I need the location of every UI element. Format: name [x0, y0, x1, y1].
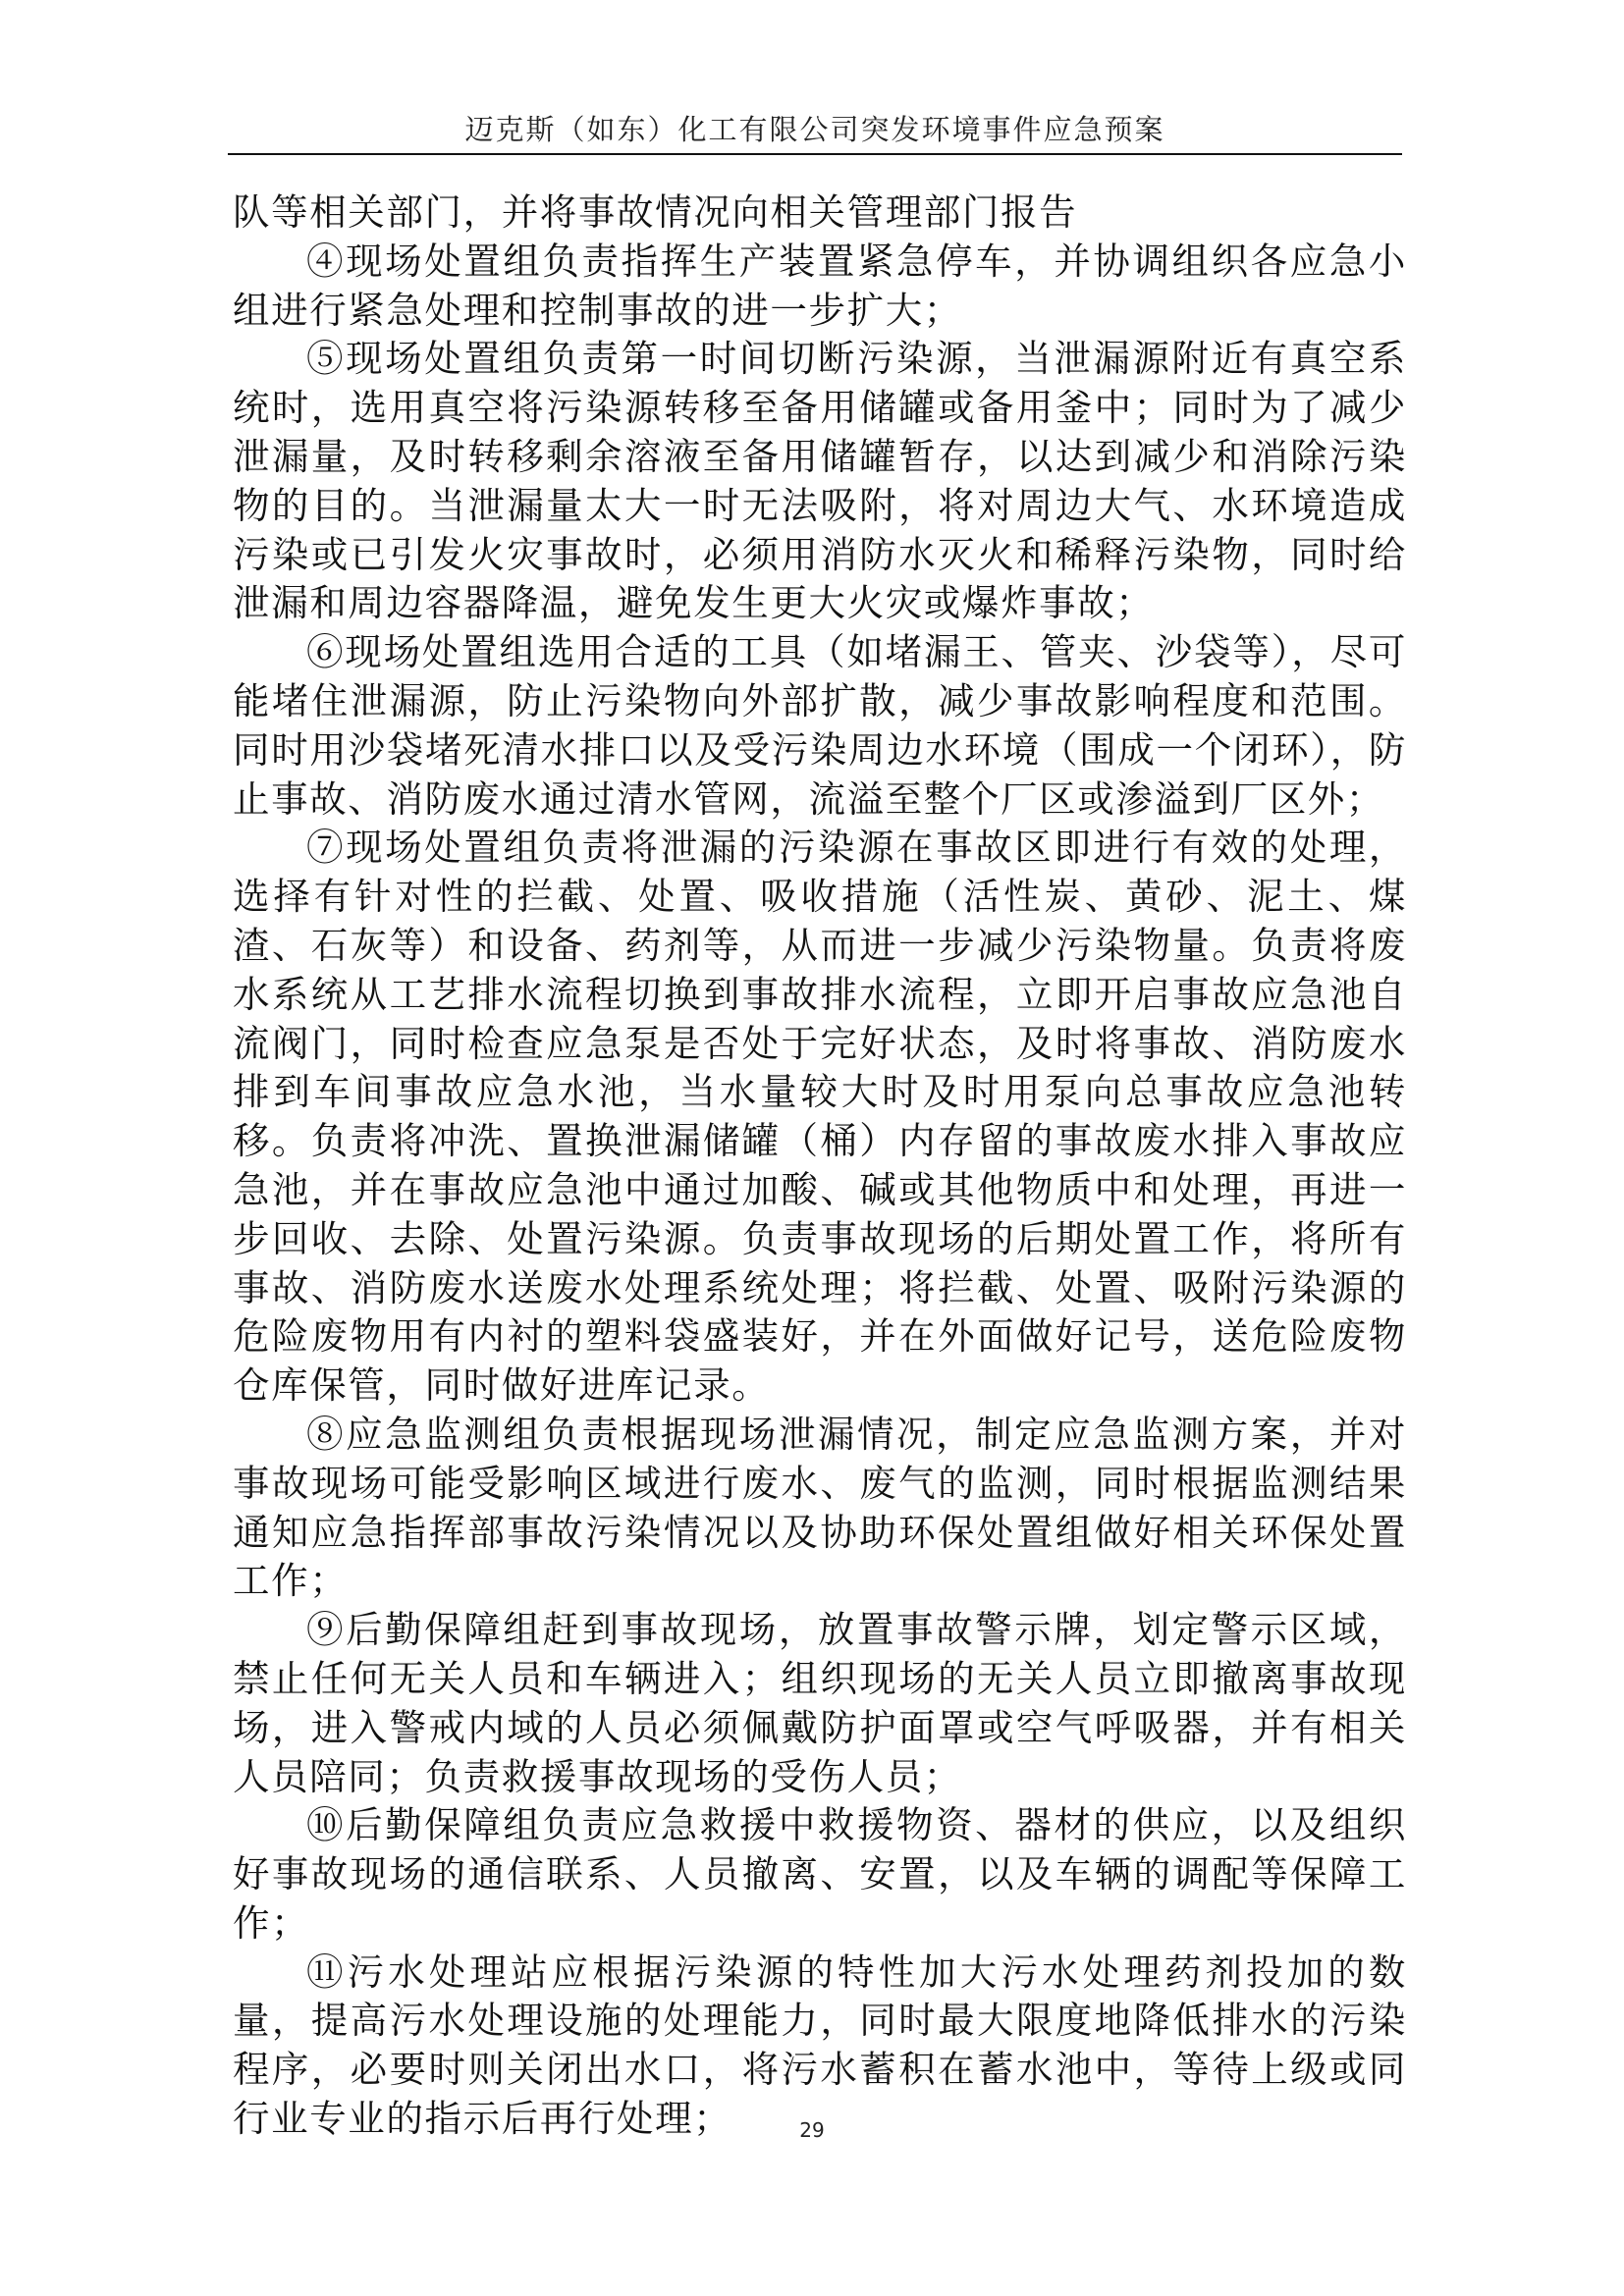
paragraph-item-8: ⑧应急监测组负责根据现场泄漏情况，制定应急监测方案，并对事故现场可能受影响区域进行废水、废气的监测，同时根据监测结果通知应急指挥部事故污染情况以及协助环保处置组做好相关环保处置工作；	[233, 1412, 1407, 1603]
document-title: 迈克斯（如东）化工有限公司突发环境事件应急预案	[464, 113, 1165, 146]
paragraph-item-9: ⑨后勤保障组赶到事故现场，放置事故警示牌，划定警示区域，禁止任何无关人员和车辆进入；组织现场的无关人员立即撤离事故现场，进入警戒内域的人员必须佩戴防护面罩或空气呼吸器，并有相关人员陪同；负责救援事故现场的受伤人员；	[233, 1608, 1407, 1798]
paragraph-continuation: 队等相关部门，并将事故情况向相关管理部门报告	[233, 190, 1078, 234]
paragraph-item-10: ⑩后勤保障组负责应急救援中救援物资、器材的供应，以及组织好事故现场的通信联系、人员撤离、安置，以及车辆的调配等保障工作；	[233, 1803, 1407, 1945]
paragraph-item-5: ⑤现场处置组负责第一时间切断污染源，当泄漏源附近有真空系统时，选用真空将污染源转移至备用储罐或备用釜中；同时为了减少泄漏量，及时转移剩余溶液至备用储罐暂存，以达到减少和消除污染物的目的。当泄漏量太大一时无法吸附，将对周边大气、水环境造成污染或已引发火灾事故时，必须用消防水灭火和稀释污染物，同时给泄漏和周边容器降温，避免发生更大火灾或爆炸事故；	[233, 337, 1407, 625]
paragraph-item-7: ⑦现场处置组负责将泄漏的污染源在事故区即进行有效的处理，选择有针对性的拦截、处置、吸收措施（活性炭、黄砂、泥土、煤渣、石灰等）和设备、药剂等，从而进一步减少污染物量。负责将废水系统从工艺排水流程切换到事故排水流程，立即开启事故应急池自流阀门，同时检查应急泵是否处于完好状态，及时将事故、消防废水排到车间事故应急水池，当水量较大时及时用泵向总事故应急池转移。负责将冲洗、置换泄漏储罐（桶）内存留的事故废水排入事故应急池，并在事故应急池中通过加酸、碱或其他物质中和处理，再进一步回收、去除、处置污染源。负责事故现场的后期处置工作，将所有事故、消防废水送废水处理系统处理；将拦截、处置、吸附污染源的危险废物用有内衬的塑料袋盛装好，并在外面做好记号，送危险废物仓库保管，同时做好进库记录。	[233, 826, 1407, 1408]
document-body	[233, 188, 1407, 2144]
paragraph-item-4: ④现场处置组负责指挥生产装置紧急停车，并协调组织各应急小组进行紧急处理和控制事故的进一步扩大；	[233, 239, 1407, 332]
paragraph-item-6: ⑥现场处置组选用合适的工具（如堵漏王、管夹、沙袋等），尽可能堵住泄漏源，防止污染物向外部扩散，减少事故影响程度和范围。同时用沙袋堵死清水排口以及受污染周边水环境（围成一个闭环），防止事故、消防废水通过清水管网，流溢至整个厂区或渗溢到厂区外；	[233, 630, 1407, 821]
page-header	[228, 114, 1402, 155]
page-number: 29	[799, 2118, 825, 2142]
paragraph-item-11: ⑪污水处理站应根据污染源的特性加大污水处理药剂投加的数量，提高污水处理设施的处理能力，同时最大限度地降低排水的污染程序，必要时则关闭出水口，将污水蓄积在蓄水池中，等待上级或同行业专业的指示后再行处理；	[233, 1949, 1407, 2141]
